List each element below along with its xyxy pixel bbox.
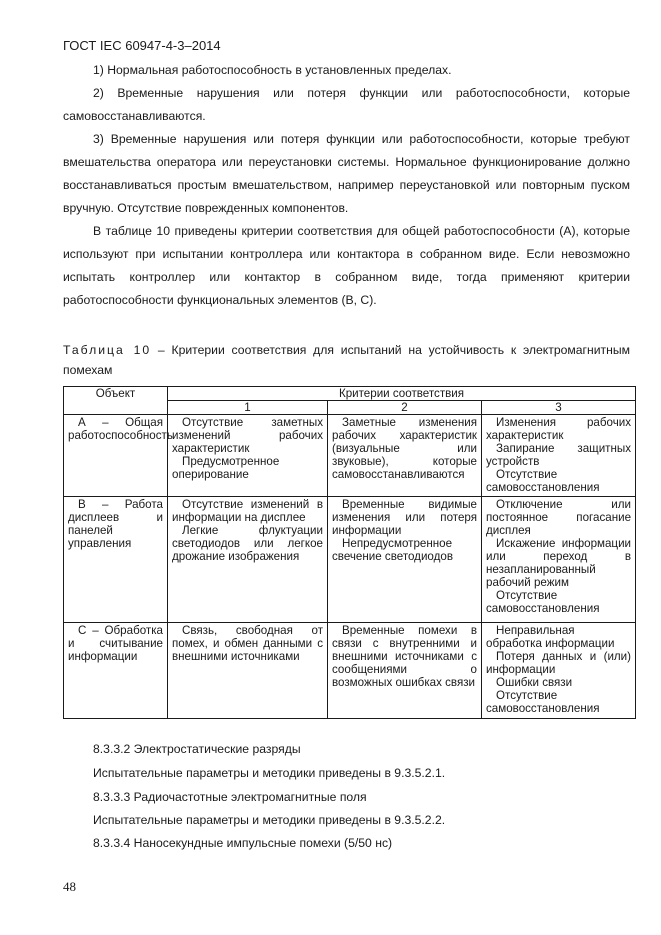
cell-criteria-1 <box>168 415 328 497</box>
cell-text: Временные видимые изменения или потеря информации <box>332 498 477 537</box>
cell-text: Запирание защитных устройств <box>486 442 632 468</box>
cell-text: Отключение или постоянное погасание дисплея <box>486 498 632 537</box>
paragraph-3: 3) Временные нарушения или потеря функции или работоспособности, которые требуют вмешательства оператора или переустановки системы. Нормальное функционирование должно восстанавливаться простым вмешательством, например переустановкой или повторным пуском вручную. Отсутствие поврежденных компонентов. <box>63 132 630 215</box>
cell-criteria-3 <box>482 623 636 719</box>
cell-criteria-1 <box>168 623 328 719</box>
cell-text: Отсутствие заметных изменений рабочих характеристик <box>172 416 323 455</box>
cell-text: С – Обработка и считывание информации <box>68 624 163 663</box>
page-number: 48 <box>63 879 76 894</box>
cell-text: Непредусмотренное свечение светодиодов <box>332 537 453 563</box>
subcol-header-2: 2 <box>328 401 482 415</box>
cell-text: Неправильная обработка информации <box>486 624 615 650</box>
subcol-header-1: 1 <box>168 401 328 415</box>
cell-text: Ошибки связи <box>496 676 573 689</box>
section-line-5: 8.3.3.4 Наносекундные импульсные помехи (5/50 нс) <box>93 836 393 850</box>
col-header-object: Объект <box>64 387 168 415</box>
cell-criteria-2 <box>328 623 482 719</box>
document-header: ГОСТ IEC 60947-4-3–2014 <box>63 38 221 53</box>
cell-criteria-3 <box>482 497 636 623</box>
section-line-1: 8.3.3.2 Электростатические разряды <box>93 742 301 756</box>
table-row <box>64 497 636 623</box>
cell-text: Заметные изменения рабочих характеристик (визуальные или звуковые), которые самовосстанавливаются <box>332 416 477 481</box>
cell-text: Искажение информации или переход в незапланированный рабочий режим <box>486 537 632 589</box>
section-line-4: Испытательные параметры и методики приведены в 9.3.5.2.2. <box>93 813 446 827</box>
cell-text: Потеря данных и (или) информации <box>486 650 632 676</box>
table-caption <box>63 340 630 380</box>
cell-criteria-2 <box>328 415 482 497</box>
table-row <box>64 415 636 497</box>
cell-object <box>64 415 173 497</box>
cell-text: Отсутствие самовосстановления <box>486 589 600 615</box>
paragraph-2: 2) Временные нарушения или потеря функции или работоспособности, которые самовосстанавливаются. <box>63 86 630 123</box>
cell-text: Предусмотренное оперирование <box>172 455 280 481</box>
cell-object <box>64 623 168 719</box>
cell-text: Отсутствие самовосстановления <box>486 689 600 715</box>
section-line-3: 8.3.3.3 Радиочастотные электромагнитные поля <box>93 790 367 804</box>
cell-criteria-1 <box>168 497 328 623</box>
section-line-2: Испытательные параметры и методики приведены в 9.3.5.2.1. <box>93 766 446 780</box>
col-header-criteria: Критерии соответствия <box>168 387 636 401</box>
cell-text: Временные помехи в связи с внутренними и внешними источниками с сообщениями о возможных ошибках связи <box>332 624 477 689</box>
body-text <box>63 59 630 312</box>
criteria-table <box>63 386 636 719</box>
paragraph-4: В таблице 10 приведены критерии соответствия для общей работоспособности (А), которые используют при испытании контроллера или контактора в собранном виде. Если невозможно испытать контроллер или контактор в собранном виде, тогда применяют критерии работоспособности функциональных элементов (В, С). <box>63 224 630 307</box>
cell-criteria-3 <box>482 415 636 497</box>
cell-text: Отсутствие изменений в информации на дисплее <box>172 498 323 524</box>
cell-criteria-2 <box>328 497 482 623</box>
cell-text: Отсутствие самовосстановления <box>486 468 600 494</box>
cell-text: В – Работа дисплеев и панелей управления <box>68 498 163 550</box>
table-caption-label: Таблица 10 <box>63 343 152 357</box>
cell-text: Легкие флуктуации светодиодов или легкое дрожание изображения <box>172 524 323 563</box>
table-row <box>64 623 636 719</box>
cell-object <box>64 497 168 623</box>
table-caption-text: – Критерии соответствия для испытаний на устойчивость к электромагнитным помехам <box>63 343 630 377</box>
paragraph-1: 1) Нормальная работоспособность в установленных пределах. <box>93 63 452 77</box>
subcol-header-3: 3 <box>482 401 636 415</box>
cell-text: А – Общая работоспособность <box>68 416 173 442</box>
cell-text: Изменения рабочих характеристик <box>486 416 632 442</box>
cell-text: Связь, свободная от помех, и обмен данными с внешними источниками <box>172 624 323 663</box>
